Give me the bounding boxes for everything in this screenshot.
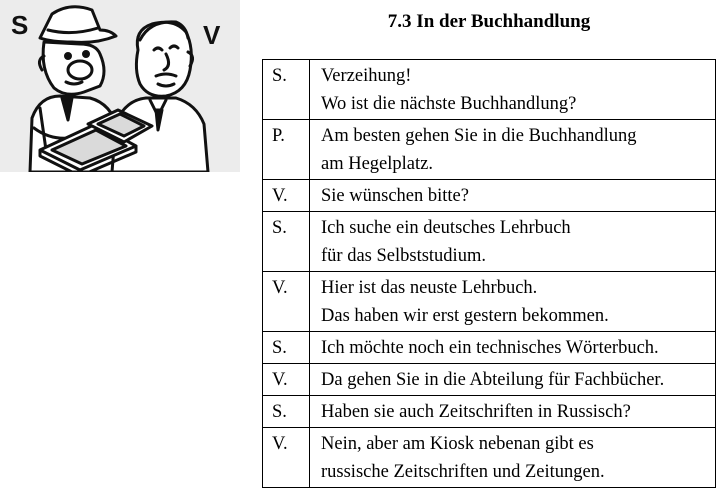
- dialogue-line: am Hegelplatz.: [321, 154, 433, 174]
- speaker-cell: V.: [263, 364, 310, 396]
- label-letter-v: V: [203, 20, 221, 50]
- dialogue-row: [263, 212, 716, 272]
- dialogue-row: [263, 120, 716, 180]
- cartoon-figures-image: [0, 0, 240, 172]
- dialogue-line: Verzeihung!: [321, 66, 412, 86]
- dialogue-row: [263, 332, 716, 364]
- cartoon-illustration: [0, 0, 240, 172]
- speaker-cell: S.: [263, 332, 310, 364]
- page-title: 7.3 In der Buchhandlung: [387, 11, 591, 32]
- dialogue-text-cell: [310, 272, 716, 332]
- dialogue-line: Hier ist das neuste Lehrbuch.: [321, 278, 538, 298]
- dialogue-table: [262, 59, 716, 488]
- dialogue-line: Das haben wir erst gestern bekommen.: [321, 306, 609, 326]
- dialogue-row: [263, 180, 716, 212]
- speaker-cell: V.: [263, 272, 310, 332]
- speaker-cell: P.: [263, 120, 310, 180]
- dialogue-line: Nein, aber am Kiosk nebenan gibt es: [321, 434, 594, 454]
- speaker-cell: V.: [263, 428, 310, 488]
- dialogue-line: Haben sie auch Zeitschriften in Russisch?: [321, 402, 631, 422]
- speaker-cell: V.: [263, 180, 310, 212]
- dialogue-text-cell: [310, 332, 716, 364]
- dialogue-line: Da gehen Sie in die Abteilung für Fachbücher.: [321, 370, 665, 390]
- speaker-cell: S.: [263, 60, 310, 120]
- speaker-cell: S.: [263, 396, 310, 428]
- dialogue-row: [263, 272, 716, 332]
- dialogue-line: Ich suche ein deutsches Lehrbuch: [321, 218, 571, 238]
- dialogue-line: für das Selbststudium.: [321, 246, 486, 266]
- dialogue-text-cell: [310, 396, 716, 428]
- dialogue-line: Wo ist die nächste Buchhandlung?: [321, 94, 577, 114]
- dialogue-line: Sie wünschen bitte?: [321, 186, 469, 206]
- dialogue-text-cell: [310, 120, 716, 180]
- dialogue-line: Ich möchte noch ein technisches Wörterbuch.: [321, 338, 659, 358]
- dialogue-line: russische Zeitschriften und Zeitungen.: [321, 462, 605, 482]
- label-letter-s: S: [11, 10, 29, 40]
- dialogue-row: [263, 364, 716, 396]
- dialogue-text-cell: [310, 180, 716, 212]
- dialogue-text-cell: [310, 428, 716, 488]
- dialogue-text-cell: [310, 212, 716, 272]
- speaker-cell: S.: [263, 212, 310, 272]
- dialogue-text-cell: [310, 60, 716, 120]
- dialogue-text-cell: [310, 364, 716, 396]
- dialogue-row: [263, 428, 716, 488]
- dialogue-line: Am besten gehen Sie in die Buchhandlung: [321, 126, 637, 146]
- dialogue-row: [263, 60, 716, 120]
- dialogue-row: [263, 396, 716, 428]
